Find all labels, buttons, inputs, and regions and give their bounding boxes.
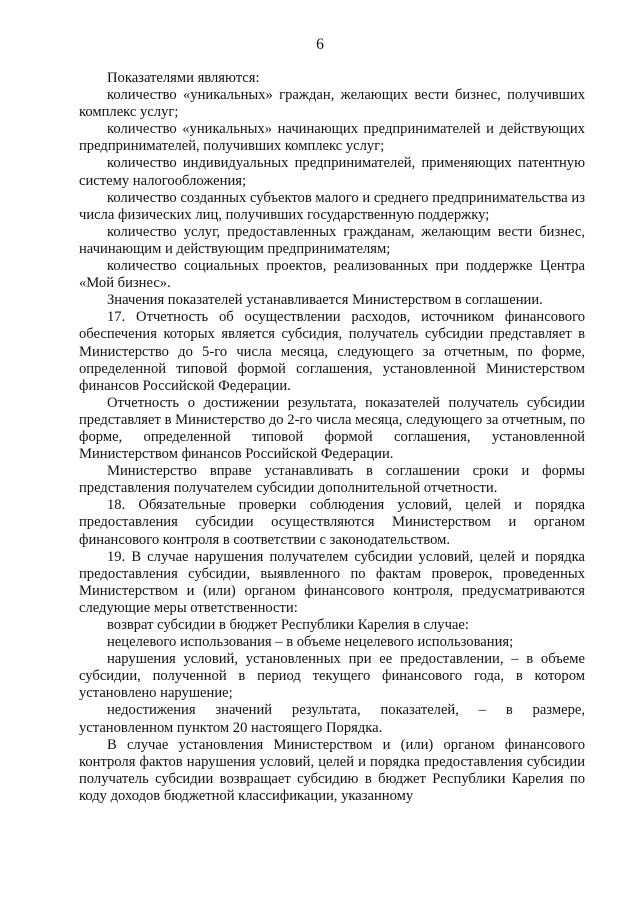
paragraph-section-19: 19. В случае нарушения получателем субсидии условий, целей и порядка предоставления субсидии, выявленного по фактам проверок, проведенных Министерством и (или) органом финансового контроля, предусматриваются следующие меры ответственности:	[79, 548, 585, 616]
paragraph-indicator-services: количество услуг, предоставленных гражданам, желающим вести бизнес, начинающим и действующим предпринимателям;	[79, 223, 585, 257]
paragraph-refund-procedure: В случае установления Министерством и (или) органом финансового контроля фактов нарушения условий, целей и порядка предоставления субсидии получатель субсидии возвращает субсидию в бюджет Республики Карелия по коду доходов бюджетной классификации, указанному	[79, 736, 585, 804]
paragraph-refund: возврат субсидии в бюджет Республики Карелия в случае:	[107, 617, 469, 633]
paragraph-non-achievement: недостижения значений результата, показателей, – в размере, установленном пунктом 20 настоящего Порядка.	[79, 702, 585, 736]
paragraph-indicator-social-projects: количество социальных проектов, реализованных при поддержке Центра «Мой бизнес».	[79, 258, 585, 292]
paragraph-misuse: нецелевого использования – в объеме нецелевого использования;	[107, 634, 514, 651]
paragraph-result-reporting: Отчетность о достижении результата, показателей получатель субсидии представляет в Министерство до 2-го числа месяца, следующего за отчетным, по форме, определенной типовой формой соглашения, установленной Министерством финансов Российской Федерации.	[79, 394, 585, 463]
paragraph-section-18: 18. Обязательные проверки соблюдения условий, целей и порядка предоставления субсидии осуществляются Министерством и органом финансового контроля в соответствии с законодательством.	[79, 497, 585, 548]
paragraph-indicator-entrepreneurs: количество «уникальных» начинающих предпринимателей и действующих предпринимателей, получивших комплекс услуг;	[79, 121, 585, 155]
paragraph-violation: нарушения условий, установленных при ее предоставлении, – в объеме субсидии, полученной в период текущего финансового года, в котором установлено нарушение;	[79, 651, 585, 702]
paragraph-section-17: 17. Отчетность об осуществлении расходов, источником финансового обеспечения которых является субсидия, получатель субсидии представляет в Министерство до 5-го числа месяца, следующего за отчетным, по форме, определенной типовой формой соглашения, установленной Министерством финансов Российской Федерации.	[79, 309, 585, 394]
paragraph-additional-reporting: Министерство вправе устанавливать в соглашении сроки и формы представления получателем субсидии дополнительной отчетности.	[79, 463, 585, 497]
paragraph-indicator-sme: количество созданных субъектов малого и среднего предпринимательства из числа физических лиц, получивших государственную поддержку;	[79, 189, 585, 223]
paragraph-indicators-heading: Показателями являются:	[107, 70, 260, 86]
page-number: 6	[316, 36, 324, 53]
document-body	[79, 70, 585, 805]
paragraph-indicator-citizens: количество «уникальных» граждан, желающих вести бизнес, получивших комплекс услуг;	[79, 87, 585, 121]
paragraph-indicator-patent: количество индивидуальных предпринимателей, применяющих патентную систему налогообложения;	[79, 155, 585, 189]
paragraph-indicator-values: Значения показателей устанавливается Министерством в соглашении.	[107, 292, 543, 309]
